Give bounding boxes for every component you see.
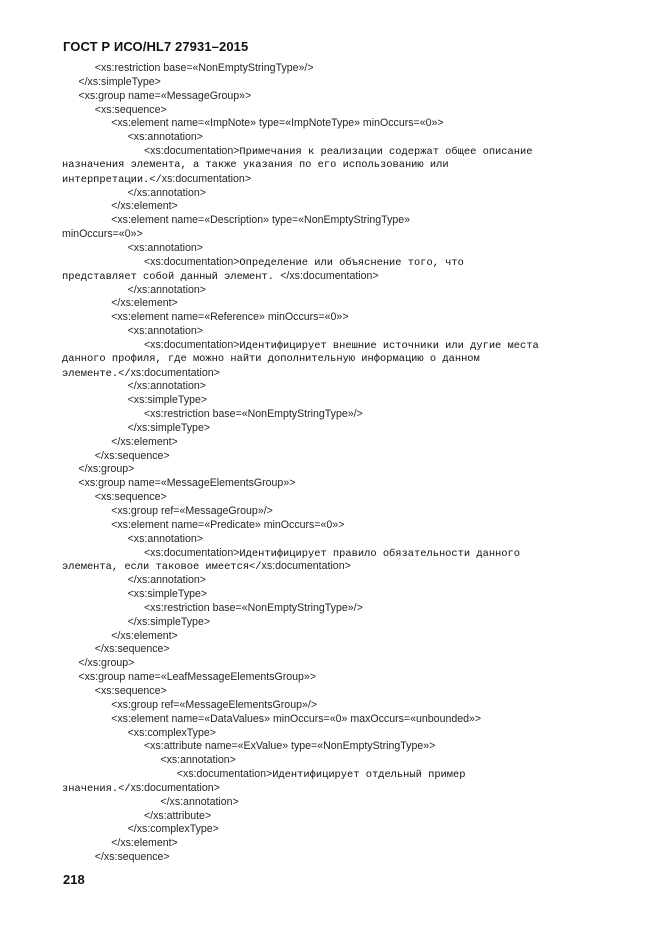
xml-markup: <xs:element name=«Description» type=«NonEmptyStringType»	[111, 214, 411, 227]
code-line	[62, 214, 632, 228]
page-number: 218	[63, 872, 85, 887]
xml-markup: <xs:restriction base=«NonEmptyStringType»/>	[144, 601, 363, 614]
xml-markup: </xs:element>	[111, 837, 178, 850]
xml-markup: <xs:annotation>	[127, 131, 203, 144]
xml-markup: xs:documentation>	[161, 172, 252, 185]
code-line	[62, 242, 632, 256]
code-line	[62, 782, 632, 796]
xml-markup: <xs:documentation>	[176, 768, 273, 781]
documentation-text: Примечания к реализации содержат общее описание	[239, 146, 533, 159]
documentation-text: элемента, если таковое имеется</	[62, 561, 262, 574]
code-line	[62, 657, 632, 671]
code-line	[62, 796, 632, 810]
documentation-text: элементе.</	[62, 367, 131, 380]
code-line	[62, 602, 632, 616]
xml-markup: <xs:annotation>	[127, 532, 203, 545]
xml-schema-listing	[62, 62, 632, 865]
code-line	[62, 477, 632, 491]
code-line	[62, 145, 632, 159]
xml-markup: <xs:annotation>	[127, 325, 203, 338]
xml-markup: xs:documentation>	[261, 560, 351, 573]
xml-markup: <xs:sequence>	[94, 103, 167, 116]
xml-markup: <xs:restriction base=«NonEmptyStringType»/>	[144, 408, 363, 421]
xml-markup: <xs:complexType>	[127, 726, 216, 739]
documentation-text: назначения элемента, а также указания по его использованию или	[62, 158, 449, 171]
xml-markup: </xs:annotation>	[127, 283, 206, 296]
code-line	[62, 256, 632, 270]
xml-markup: <xs:attribute name=«ExValue» type=«NonEmptyStringType»>	[144, 740, 436, 753]
code-line	[62, 837, 632, 851]
code-line	[62, 200, 632, 214]
code-line	[62, 367, 632, 381]
code-line	[62, 630, 632, 644]
xml-markup: </xs:simpleType>	[127, 615, 211, 628]
xml-markup: <xs:documentation>	[144, 255, 240, 268]
xml-markup: <xs:sequence>	[94, 684, 167, 697]
code-line	[62, 823, 632, 837]
code-line	[62, 519, 632, 533]
code-line	[62, 270, 632, 284]
xml-markup: <xs:element name=«DataValues» minOccurs=«0» maxOccurs=«unbounded»>	[111, 712, 482, 725]
xml-markup: </xs:attribute>	[144, 809, 212, 822]
code-line	[62, 380, 632, 394]
xml-markup: minOccurs=«0»>	[62, 228, 143, 241]
code-line	[62, 699, 632, 713]
xml-markup: <xs:documentation>	[144, 546, 240, 559]
code-line	[62, 754, 632, 768]
xml-markup: </xs:element>	[111, 629, 178, 642]
xml-markup: </xs:simpleType>	[78, 75, 161, 88]
xml-markup: <xs:group ref=«MessageElementsGroup»/>	[111, 698, 318, 711]
documentation-text: интерпретации.</	[62, 173, 162, 186]
code-line	[62, 187, 632, 201]
code-line	[62, 768, 632, 782]
code-line	[62, 173, 632, 187]
xml-markup: <xs:element name=«ImpNote» type=«ImpNoteType» minOccurs=«0»>	[111, 117, 444, 130]
xml-markup: </xs:annotation>	[127, 186, 206, 199]
xml-markup: <xs:element name=«Reference» minOccurs=«0»>	[111, 311, 349, 324]
code-line	[62, 436, 632, 450]
code-line	[62, 547, 632, 561]
code-line	[62, 616, 632, 630]
code-line	[62, 117, 632, 131]
xml-markup: </xs:documentation>	[280, 269, 379, 282]
documentation-text: Идентифицирует правило обязательности данного	[239, 547, 520, 560]
xml-markup: <xs:group ref=«MessageGroup»/>	[111, 505, 273, 517]
xml-markup: </xs:simpleType>	[127, 421, 211, 434]
code-line	[62, 90, 632, 104]
xml-markup: </xs:sequence>	[94, 449, 170, 462]
code-line	[62, 353, 632, 367]
code-line	[62, 727, 632, 741]
code-line	[62, 422, 632, 436]
xml-markup: </xs:annotation>	[127, 380, 206, 393]
xml-markup: </xs:sequence>	[94, 851, 170, 864]
page-header: ГОСТ Р ИСО/HL7 27931–2015	[63, 39, 249, 54]
xml-markup: </xs:complexType>	[127, 823, 219, 836]
xml-markup: </xs:group>	[78, 463, 135, 476]
xml-markup: <xs:simpleType>	[127, 394, 208, 407]
xml-markup: xs:documentation>	[130, 366, 220, 379]
code-line	[62, 491, 632, 505]
code-line	[62, 574, 632, 588]
code-line	[62, 671, 632, 685]
code-line	[62, 297, 632, 311]
code-line	[62, 685, 632, 699]
xml-markup: </xs:annotation>	[160, 795, 239, 808]
xml-markup: <xs:group name=«MessageGroup»>	[78, 89, 252, 102]
code-line	[62, 851, 632, 865]
code-line	[62, 394, 632, 408]
xml-markup: </xs:annotation>	[127, 574, 206, 587]
code-line	[62, 62, 632, 76]
documentation-text: представляет собой данный элемент.	[62, 270, 281, 283]
code-line	[62, 339, 632, 353]
code-line	[62, 588, 632, 602]
documentation-text: Идентифицирует внешние источники или дугие места	[239, 339, 539, 352]
code-line	[62, 159, 632, 173]
xml-markup: <xs:simpleType>	[127, 588, 208, 601]
xml-markup: <xs:annotation>	[127, 241, 203, 254]
code-line	[62, 104, 632, 118]
xml-markup: <xs:documentation>	[144, 338, 240, 351]
xml-markup: </xs:element>	[111, 200, 178, 213]
code-line	[62, 76, 632, 90]
xml-markup: <xs:element name=«Predicate» minOccurs=«0»>	[111, 518, 345, 531]
xml-markup: </xs:element>	[111, 297, 178, 310]
documentation-text: Идентифицирует отдельный пример	[272, 769, 466, 782]
xml-markup: </xs:element>	[111, 435, 178, 448]
xml-markup: </xs:sequence>	[94, 643, 170, 656]
code-line	[62, 505, 632, 519]
code-line	[62, 325, 632, 339]
code-line	[62, 450, 632, 464]
code-line	[62, 408, 632, 422]
documentation-text: Определение или объяснение того, что	[239, 256, 464, 269]
xml-markup: xs:documentation>	[130, 781, 220, 794]
xml-markup: <xs:restriction base=«NonEmptyStringType»/>	[94, 62, 314, 74]
code-line	[62, 533, 632, 547]
code-line	[62, 131, 632, 145]
code-line	[62, 810, 632, 824]
xml-markup: </xs:group>	[78, 657, 135, 670]
code-line	[62, 740, 632, 754]
xml-markup: <xs:sequence>	[94, 491, 167, 504]
code-line	[62, 560, 632, 574]
code-line	[62, 643, 632, 657]
xml-markup: <xs:annotation>	[160, 754, 236, 767]
code-line	[62, 463, 632, 477]
code-line	[62, 284, 632, 298]
code-line	[62, 311, 632, 325]
documentation-text: данного профиля, где можно найти дополнительную информацию о данном	[62, 352, 480, 365]
documentation-text: значения.</	[62, 782, 131, 795]
code-line	[62, 228, 632, 242]
xml-markup: <xs:group name=«MessageElementsGroup»>	[78, 477, 296, 490]
code-line	[62, 713, 632, 727]
xml-markup: <xs:group name=«LeafMessageElementsGroup»>	[78, 671, 317, 684]
xml-markup: <xs:documentation>	[144, 145, 240, 158]
